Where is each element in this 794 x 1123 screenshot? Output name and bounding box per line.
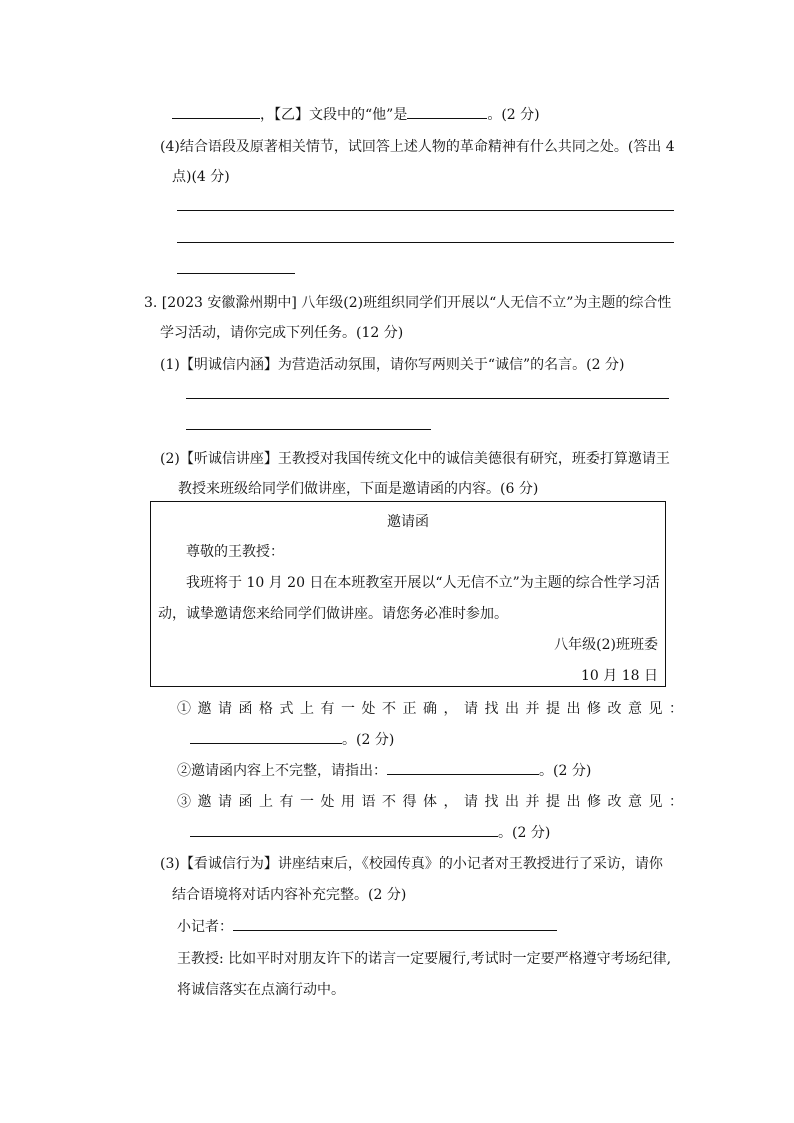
letter-signature: 八年级(2)班班委 [554,637,658,653]
q3-sub3-line2: 结合语境将对话内容补充完整。(2 分) [172,887,407,903]
q3-sub1: (1)【明诚信内涵】为营造活动氛围，请你写两则关于“诚信”的名言。(2 分) [160,357,625,373]
invitation-letter-box [150,501,666,687]
professor-line1: 王教授: 比如平时对朋友许下的诺言一定要履行,考试时一定要严格遵守考场纪律, [177,951,672,967]
q3-sub3-line1: (3)【看诚信行为】讲座结束后，《校园传真》的小记者对王教授进行了采访，请你 [160,856,663,872]
q2-sub4-line2: 点)(4 分) [172,169,230,185]
letter-body-line2: 动，诚挚邀请您来给同学们做讲座。请您务必准时参加。 [158,606,508,622]
q3-sub2-line2: 教授来班级给同学们做讲座，下面是邀请函的内容。(6 分) [178,481,539,497]
q3-item1-prompt: ①邀请函格式上有一处不正确，请找出并提出修改意见： [177,701,690,717]
q3-item3-prompt: ③邀请函上有一处用语不得体，请找出并提出修改意见： [177,794,690,810]
answer-line[interactable] [177,242,674,243]
answer-line[interactable] [177,210,674,211]
answer-line[interactable] [186,429,431,430]
q3-item3-answer: 。(2 分) [190,822,550,842]
q3-item1-answer: 。(2 分) [190,729,394,749]
answer-blank[interactable] [190,822,498,837]
reporter-line: 小记者： [177,916,557,936]
q3-sub2-line1: (2)【听诚信讲座】王教授对我国传统文化中的诚信美德很有研究，班委打算邀请王 [160,451,670,467]
letter-body-line1: 我班将于 10 月 20 日在本班教室开展以“人无信不立”为主题的综合性学习活 [186,575,660,591]
letter-salutation: 尊敬的王教授： [186,544,284,560]
q2-sub4-line1: (4)结合语段及原著相关情节，试回答上述人物的革命精神有什么共同之处。(答出 4 [160,139,675,155]
answer-line[interactable] [177,273,295,274]
q2-line3: ，【乙】文段中的“他”是 。(2 分) [172,104,540,124]
letter-title: 邀请函 [387,514,429,530]
q3-item2: ②邀请函内容上不完整，请指出： 。(2 分) [177,760,591,780]
q3-intro-line2: 学习活动，请你完成下列任务。(12 分) [160,325,404,341]
q3-intro-line1: 3. [2023 安徽滁州期中] 八年级(2)班组织同学们开展以“人无信不立”为主题的综合性 [144,295,672,311]
answer-blank[interactable] [407,104,487,119]
letter-date: 10 月 18 日 [581,668,658,684]
answer-blank[interactable] [190,729,342,744]
answer-blank[interactable] [233,916,557,931]
answer-line[interactable] [186,398,669,399]
answer-blank[interactable] [387,760,539,775]
professor-line2: 将诚信落实在点滴行动中。 [177,982,345,998]
answer-blank[interactable] [172,104,260,119]
